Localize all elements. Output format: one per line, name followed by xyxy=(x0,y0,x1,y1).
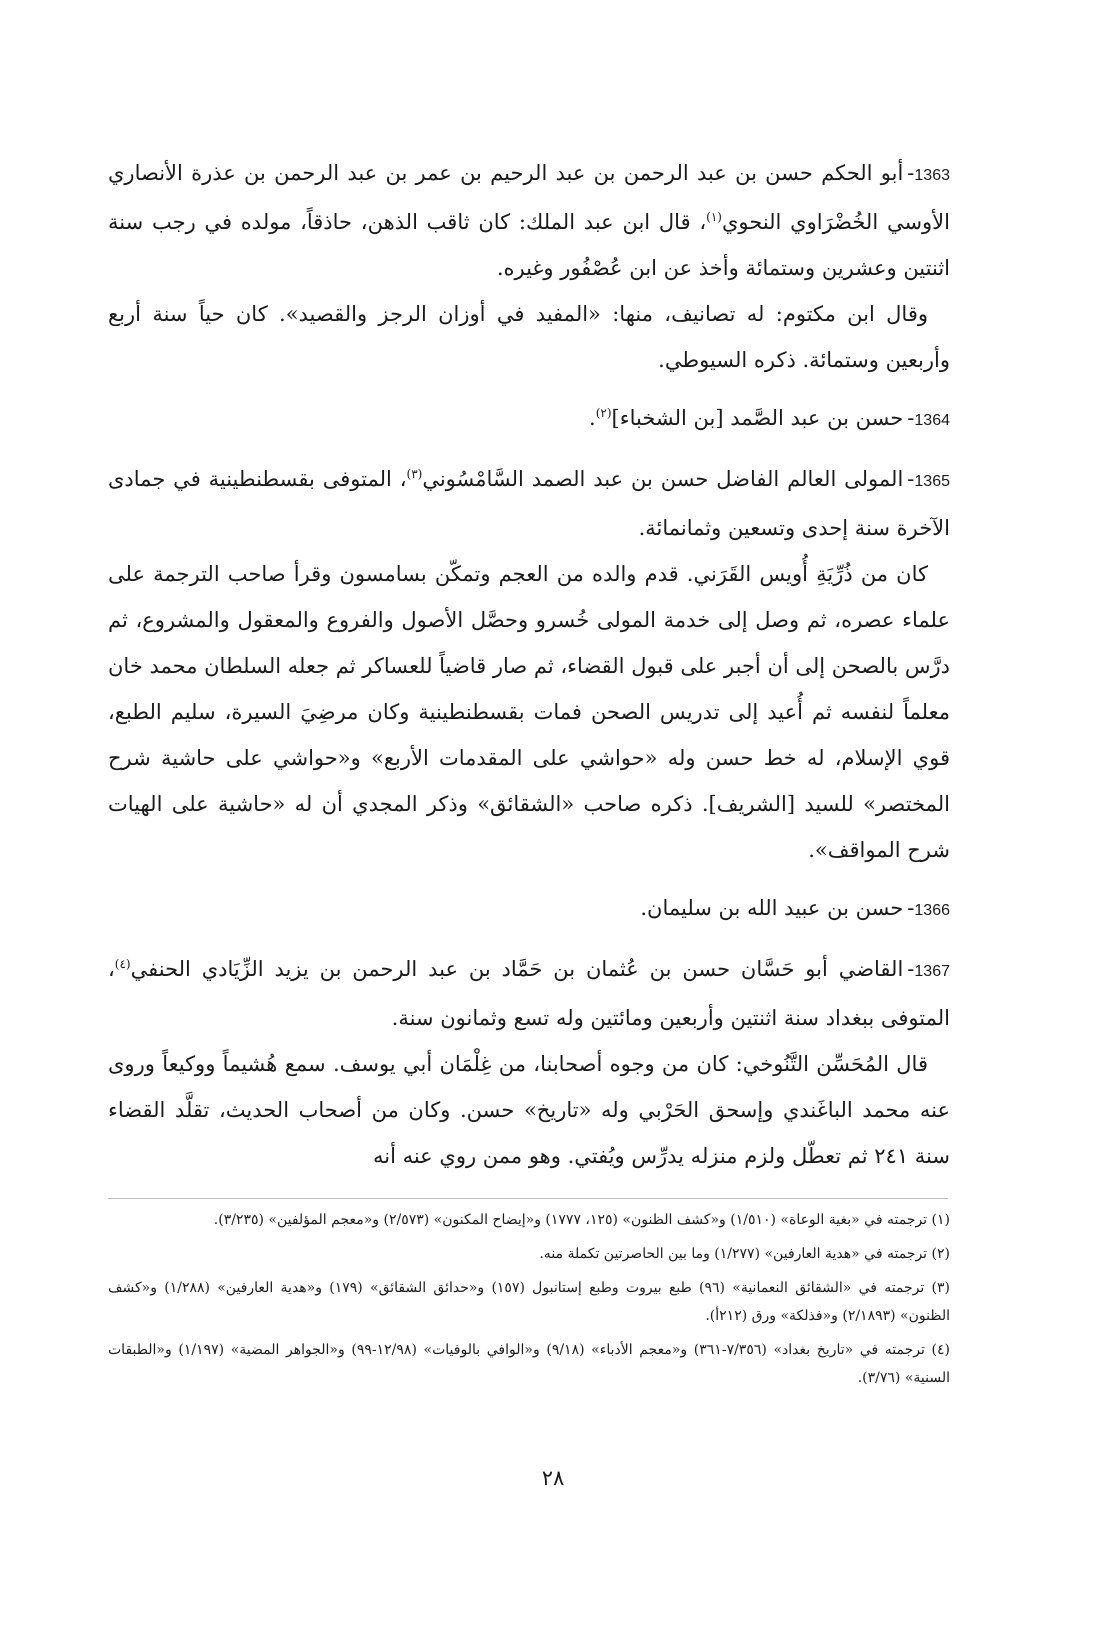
entry-text: أبو الحكم حسن بن عبد الرحمن بن عبد الرحيم بن عمر بن عبد الرحمن بن عذرة الأنصاري الأوسي الخُضْرَاوي النحوي xyxy=(108,161,950,234)
entry-paragraph: 1364-حسن بن عبد الصَّمد [بن الشخباء]$^{(٢)}$. xyxy=(589,406,950,430)
footnote-ref: (٣) xyxy=(406,467,423,481)
entry-text: المولى العالم الفاضل حسن بن عبد الصمد السَّامْسُوني xyxy=(422,467,904,491)
footnote-1: (١) ترجمته في «بغية الوعاة» (١/٥١٠) و«كشف الظنون» (١٢٥، ١٧٧٧) و«إيضاح المكنون» (٢/٥٧٣) و«معجم المؤلفين» (٣/٢٣٥). xyxy=(213,1212,950,1228)
entry-number: 1363 xyxy=(914,167,950,184)
entry-paragraph xyxy=(108,551,950,873)
entry-paragraph: 1363-أبو الحكم حسن بن عبد الرحمن بن عبد الرحيم بن عمر بن عبد الرحمن بن عذرة الأنصاري الأوسي الخُضْرَاوي النحوي$^{(١)}$، قال ابن عبد الملك: كان ثاقب الذهن، حاذقاً، مولده في رجب سنة اثنتين وعشرين وستمائة وأخذ عن ابن عُصْفُور وغيره. xyxy=(108,161,950,280)
entry-paragraph: 1367-القاضي أبو حَسَّان حسن بن عُثمان بن حَمَّاد بن عبد الرحمن بن يزيد الزِّيَادي الحنفي$^{(٤)}$، المتوفى ببغداد سنة اثنتين وأربعين ومائتين وله تسع وثمانون سنة. xyxy=(108,957,950,1030)
entry-text: وقال ابن مكتوم: له تصانيف، منها: «المفيد في أوزان الرجز والقصيد». كان حياً سنة أربع وأربعين وستمائة. ذكره السيوطي. xyxy=(108,302,950,372)
entry-1366 xyxy=(108,885,950,934)
footnote-ref: (٤) xyxy=(114,957,131,971)
footnote-2: (٢) ترجمته في «هدية العارفين» (١/٢٧٧) وما بين الحاصرتين تكملة منه. xyxy=(539,1246,950,1262)
entry-number: 1366 xyxy=(914,902,950,919)
entry-text: . xyxy=(589,406,596,430)
entry-text: حسن بن عبيد الله بن سليمان. xyxy=(640,896,904,920)
entry-text: ، المتوفى بقسطنطينية في جمادى الآخرة سنة إحدى وتسعين وثمانمائة. xyxy=(108,467,950,540)
entry-1367 xyxy=(108,946,950,1179)
entry-paragraph xyxy=(108,291,950,383)
entry-paragraph: 1366-حسن بن عبيد الله بن سليمان. xyxy=(640,896,950,920)
main-text xyxy=(108,150,950,1179)
entry-paragraph xyxy=(108,1041,950,1179)
footnote-4: (٤) ترجمته في «تاريخ بغداد» (٧/٣٥٦-٣٦١) و«معجم الأدباء» (٩/١٨) و«الوافي بالوفيات» (١٢/٩٨-٩٩) و«الجواهر المضية» (١/١٩٧) و«الطبقات السنية» (٣/٧٦). xyxy=(108,1342,950,1386)
entry-1364 xyxy=(108,395,950,444)
footnote-3: (٣) ترجمته في «الشقائق النعمانية» (٩٦) طبع بيروت وطبع إستانبول (١٥٧) و«حدائق الشقائق» (١٧٩) و«هدية العارفين» (١/٢٨٨) و«كشف الظنون» (٢/١٨٩٣) و«فذلكة» ورق (٢١٢أ). xyxy=(108,1280,951,1324)
entry-number: 1364 xyxy=(914,412,950,429)
entry-number: 1365 xyxy=(914,473,950,490)
entry-number: 1367 xyxy=(914,963,950,980)
footnote-ref: (١) xyxy=(706,210,722,224)
entry-text: حسن بن عبد الصَّمد [بن الشخباء] xyxy=(611,406,904,430)
entry-1365 xyxy=(108,456,950,873)
entry-text: قال المُحَسِّن التَّنُوخي: كان من وجوه أصحابنا، من غِلْمَان أبي يوسف. سمع هُشيماً ووكيعاً وروى عنه محمد الباغَندي وإسحق الحَرْبي وله «تاريخ» حسن. وكان من أصحاب الحديث، تقلَّد القضاء سنة ٢٤١ ثم تعطّل ولزم منزله يدرِّس ويُفتي. وهو ممن روي عنه أنه xyxy=(108,1052,950,1168)
footnotes xyxy=(108,1206,950,1398)
footnote-divider xyxy=(108,1198,948,1199)
entry-paragraph: 1365-المولى العالم الفاضل حسن بن عبد الصمد السَّامْسُوني$^{(٣)}$، المتوفى بقسطنطينية في جمادى الآخرة سنة إحدى وتسعين وثمانمائة. xyxy=(108,467,950,540)
footnote-ref: (٢) xyxy=(595,406,612,420)
entry-text: القاضي أبو حَسَّان حسن بن عُثمان بن حَمَّاد بن عبد الرحمن بن يزيد الزِّيَادي الحنفي xyxy=(130,957,904,981)
page-number: ٢٨ xyxy=(541,1466,565,1490)
entry-1363 xyxy=(108,150,950,383)
entry-text: كان من ذُرِّيَةِ أُويس القَرَني. قدم والده من العجم وتمكّن بسامسون وقرأ صاحب الترجمة على علماء عصره، ثم وصل إلى خدمة المولى خُسرو وحصَّل الأصول والفروع والمعقول والمشروع، ثم درَّس بالصحن إلى أن أجبر على قبول القضاء، ثم صار قاضياً للعساكر ثم جعله السلطان محمد خان معلماً لنفسه ثم أُعيد إلى تدريس الصحن فمات بقسطنطينية وكان مرضِيَ السيرة، سليم الطبع، قوي الإسلام، له خط حسن وله «حواشي على المقدمات الأربع» و«حواشي على حاشية شرح المختصر» للسيد [الشريف]. ذكره صاحب «الشقائق» وذكر المجدي أن له «حاشية على الهيات شرح المواقف». xyxy=(108,562,950,862)
entry-text: ، المتوفى ببغداد سنة اثنتين وأربعين ومائتين وله تسع وثمانون سنة. xyxy=(108,957,950,1030)
entry-text: ، قال ابن عبد الملك: كان ثاقب الذهن، حاذقاً، مولده في رجب سنة اثنتين وعشرين وستمائة وأخذ عن ابن عُصْفُور وغيره. xyxy=(108,210,950,280)
